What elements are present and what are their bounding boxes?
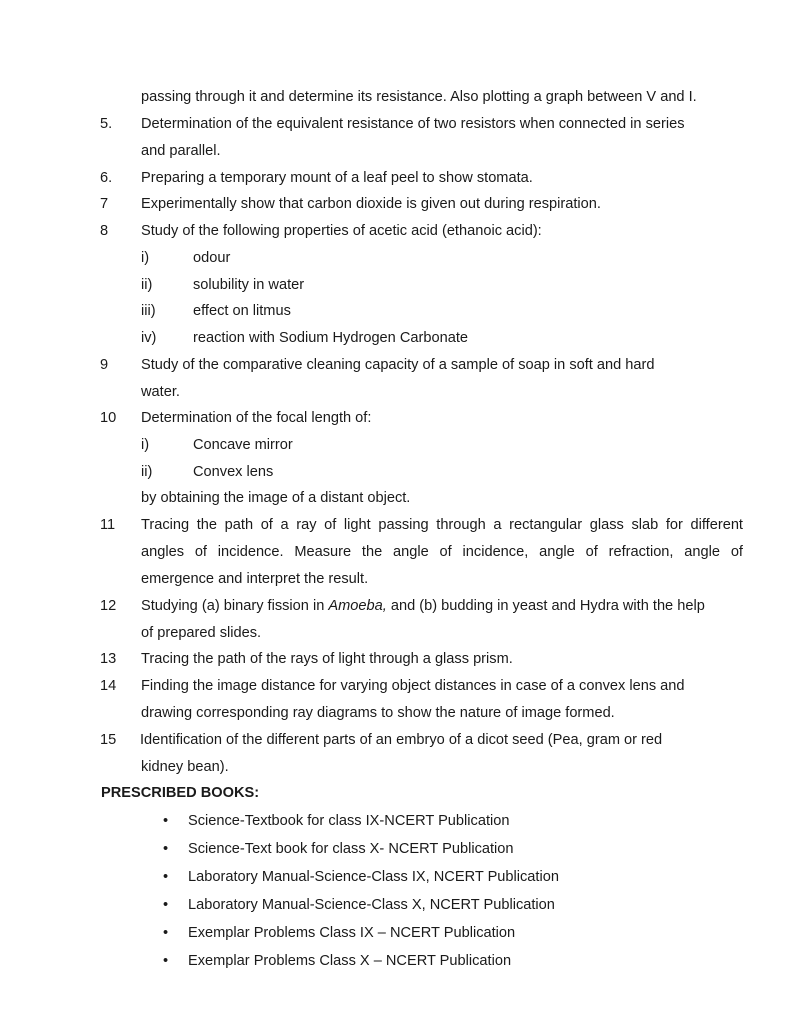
bullet-icon: • (163, 841, 169, 857)
item-5-line-2: and parallel. (141, 143, 221, 159)
item-7-line-1: Experimentally show that carbon dioxide is given out during respiration. (141, 196, 601, 212)
book-item: Laboratory Manual-Science-Class IX, NCERT Publication (188, 869, 559, 885)
book-item: Laboratory Manual-Science-Class X, NCERT Publication (188, 897, 555, 913)
item-8-sub-2-mark: ii) (141, 277, 153, 293)
item-5-number: 5. (100, 116, 113, 132)
item-8-sub-1-mark: i) (141, 250, 150, 266)
item-8-sub-1-text: odour (193, 250, 231, 266)
item-10-sub-2-mark: ii) (141, 464, 153, 480)
item-9-line-1: Study of the comparative cleaning capacity of a sample of soap in soft and hard (141, 357, 655, 373)
book-item: Science-Text book for class X- NCERT Publication (188, 841, 514, 857)
item-8-line-1: Study of the following properties of acetic acid (ethanoic acid): (141, 223, 542, 239)
item-7-number: 7 (100, 196, 109, 212)
bullet-icon: • (163, 869, 169, 885)
item-12-line-2: of prepared slides. (141, 625, 262, 641)
item-12-text-c: and (b) budding in yeast and Hydra with the help (386, 598, 705, 614)
item-12-line-1 (141, 597, 705, 615)
item-14-line-2: drawing corresponding ray diagrams to show the nature of image formed. (141, 705, 615, 721)
item-9-line-2: water. (141, 384, 180, 400)
item-14-number: 14 (100, 678, 117, 694)
item-13-number: 13 (100, 651, 117, 667)
item-8-sub-2-text: solubility in water (193, 277, 305, 293)
item-11-line-2: angles of incidence. Measure the angle of incidence, angle of refraction, angle of (141, 544, 743, 560)
item-9-number: 9 (100, 357, 109, 373)
item-8-number: 8 (100, 223, 109, 239)
item-8-sub-4-text: reaction with Sodium Hydrogen Carbonate (193, 330, 469, 346)
bullet-icon: • (163, 953, 169, 969)
item-11-line-3: emergence and interpret the result. (141, 571, 369, 587)
item-10-sub-2-text: Convex lens (193, 464, 274, 480)
item-12-text-amoeba: Amoeba, (328, 598, 387, 614)
item-15-line-1: Identification of the different parts of an embryo of a dicot seed (Pea, gram or red (140, 732, 663, 748)
item-11-line-1: Tracing the path of a ray of light passing through a rectangular glass slab for different (141, 517, 743, 533)
item-10-line-1: Determination of the focal length of: (141, 410, 372, 426)
item-6-number: 6. (100, 170, 113, 186)
item-8-sub-4-mark: iv) (141, 330, 157, 346)
item-8-sub-3-mark: iii) (141, 303, 156, 319)
item-10-sub-1-text: Concave mirror (193, 437, 293, 453)
item-6-line-1: Preparing a temporary mount of a leaf peel to show stomata. (141, 170, 533, 186)
item-11-number: 11 (100, 517, 116, 533)
bullet-icon: • (163, 925, 169, 941)
item-15-line-2: kidney bean). (141, 759, 229, 775)
bullet-icon: • (163, 813, 169, 829)
book-item: Science-Textbook for class IX-NCERT Publication (188, 813, 510, 829)
item-10-line-2: by obtaining the image of a distant object. (141, 490, 411, 506)
item-14-line-1: Finding the image distance for varying object distances in case of a convex lens and (141, 678, 685, 694)
item-4-continuation: passing through it and determine its resistance. Also plotting a graph between V and I. (141, 89, 697, 105)
item-5-line-1: Determination of the equivalent resistance of two resistors when connected in series (141, 116, 685, 132)
book-item: Exemplar Problems Class X – NCERT Publication (188, 953, 512, 969)
item-13-line-1: Tracing the path of the rays of light through a glass prism. (141, 651, 513, 667)
prescribed-books-heading: PRESCRIBED BOOKS: (101, 785, 260, 801)
item-10-number: 10 (100, 410, 117, 426)
item-8-sub-3-text: effect on litmus (193, 303, 291, 319)
book-item: Exemplar Problems Class IX – NCERT Publication (188, 925, 516, 941)
bullet-icon: • (163, 897, 169, 913)
item-12-text-a: Studying (a) binary fission in (141, 598, 329, 614)
item-15-number: 15 (100, 732, 117, 748)
item-12-number: 12 (100, 598, 117, 614)
item-10-sub-1-mark: i) (141, 437, 150, 453)
